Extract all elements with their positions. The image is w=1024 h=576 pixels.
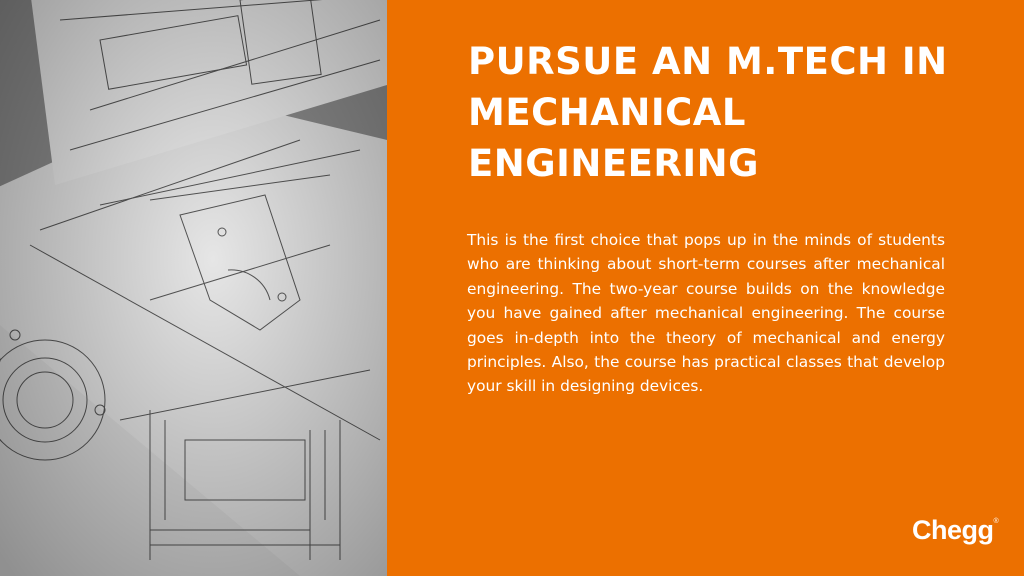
- chegg-logo: [912, 515, 998, 546]
- content-panel: [387, 0, 1024, 576]
- slide-body-text: This is the first choice that pops up in the minds of students who are thinking about short-term courses after mechanical engineering. The two-year course builds on the knowledge you have gained after mechanical engineering. The course goes in-depth into the theory of mechanical and energy principles. Also, the course has practical classes that develop your skill in designing devices.: [467, 231, 945, 396]
- registered-mark: ®: [993, 518, 999, 525]
- blueprint-drawings-image: [0, 0, 387, 576]
- logo-text: Chegg: [912, 515, 994, 545]
- slide-title: PURSUE AN M.TECH IN MECHANICAL ENGINEERING: [468, 40, 948, 185]
